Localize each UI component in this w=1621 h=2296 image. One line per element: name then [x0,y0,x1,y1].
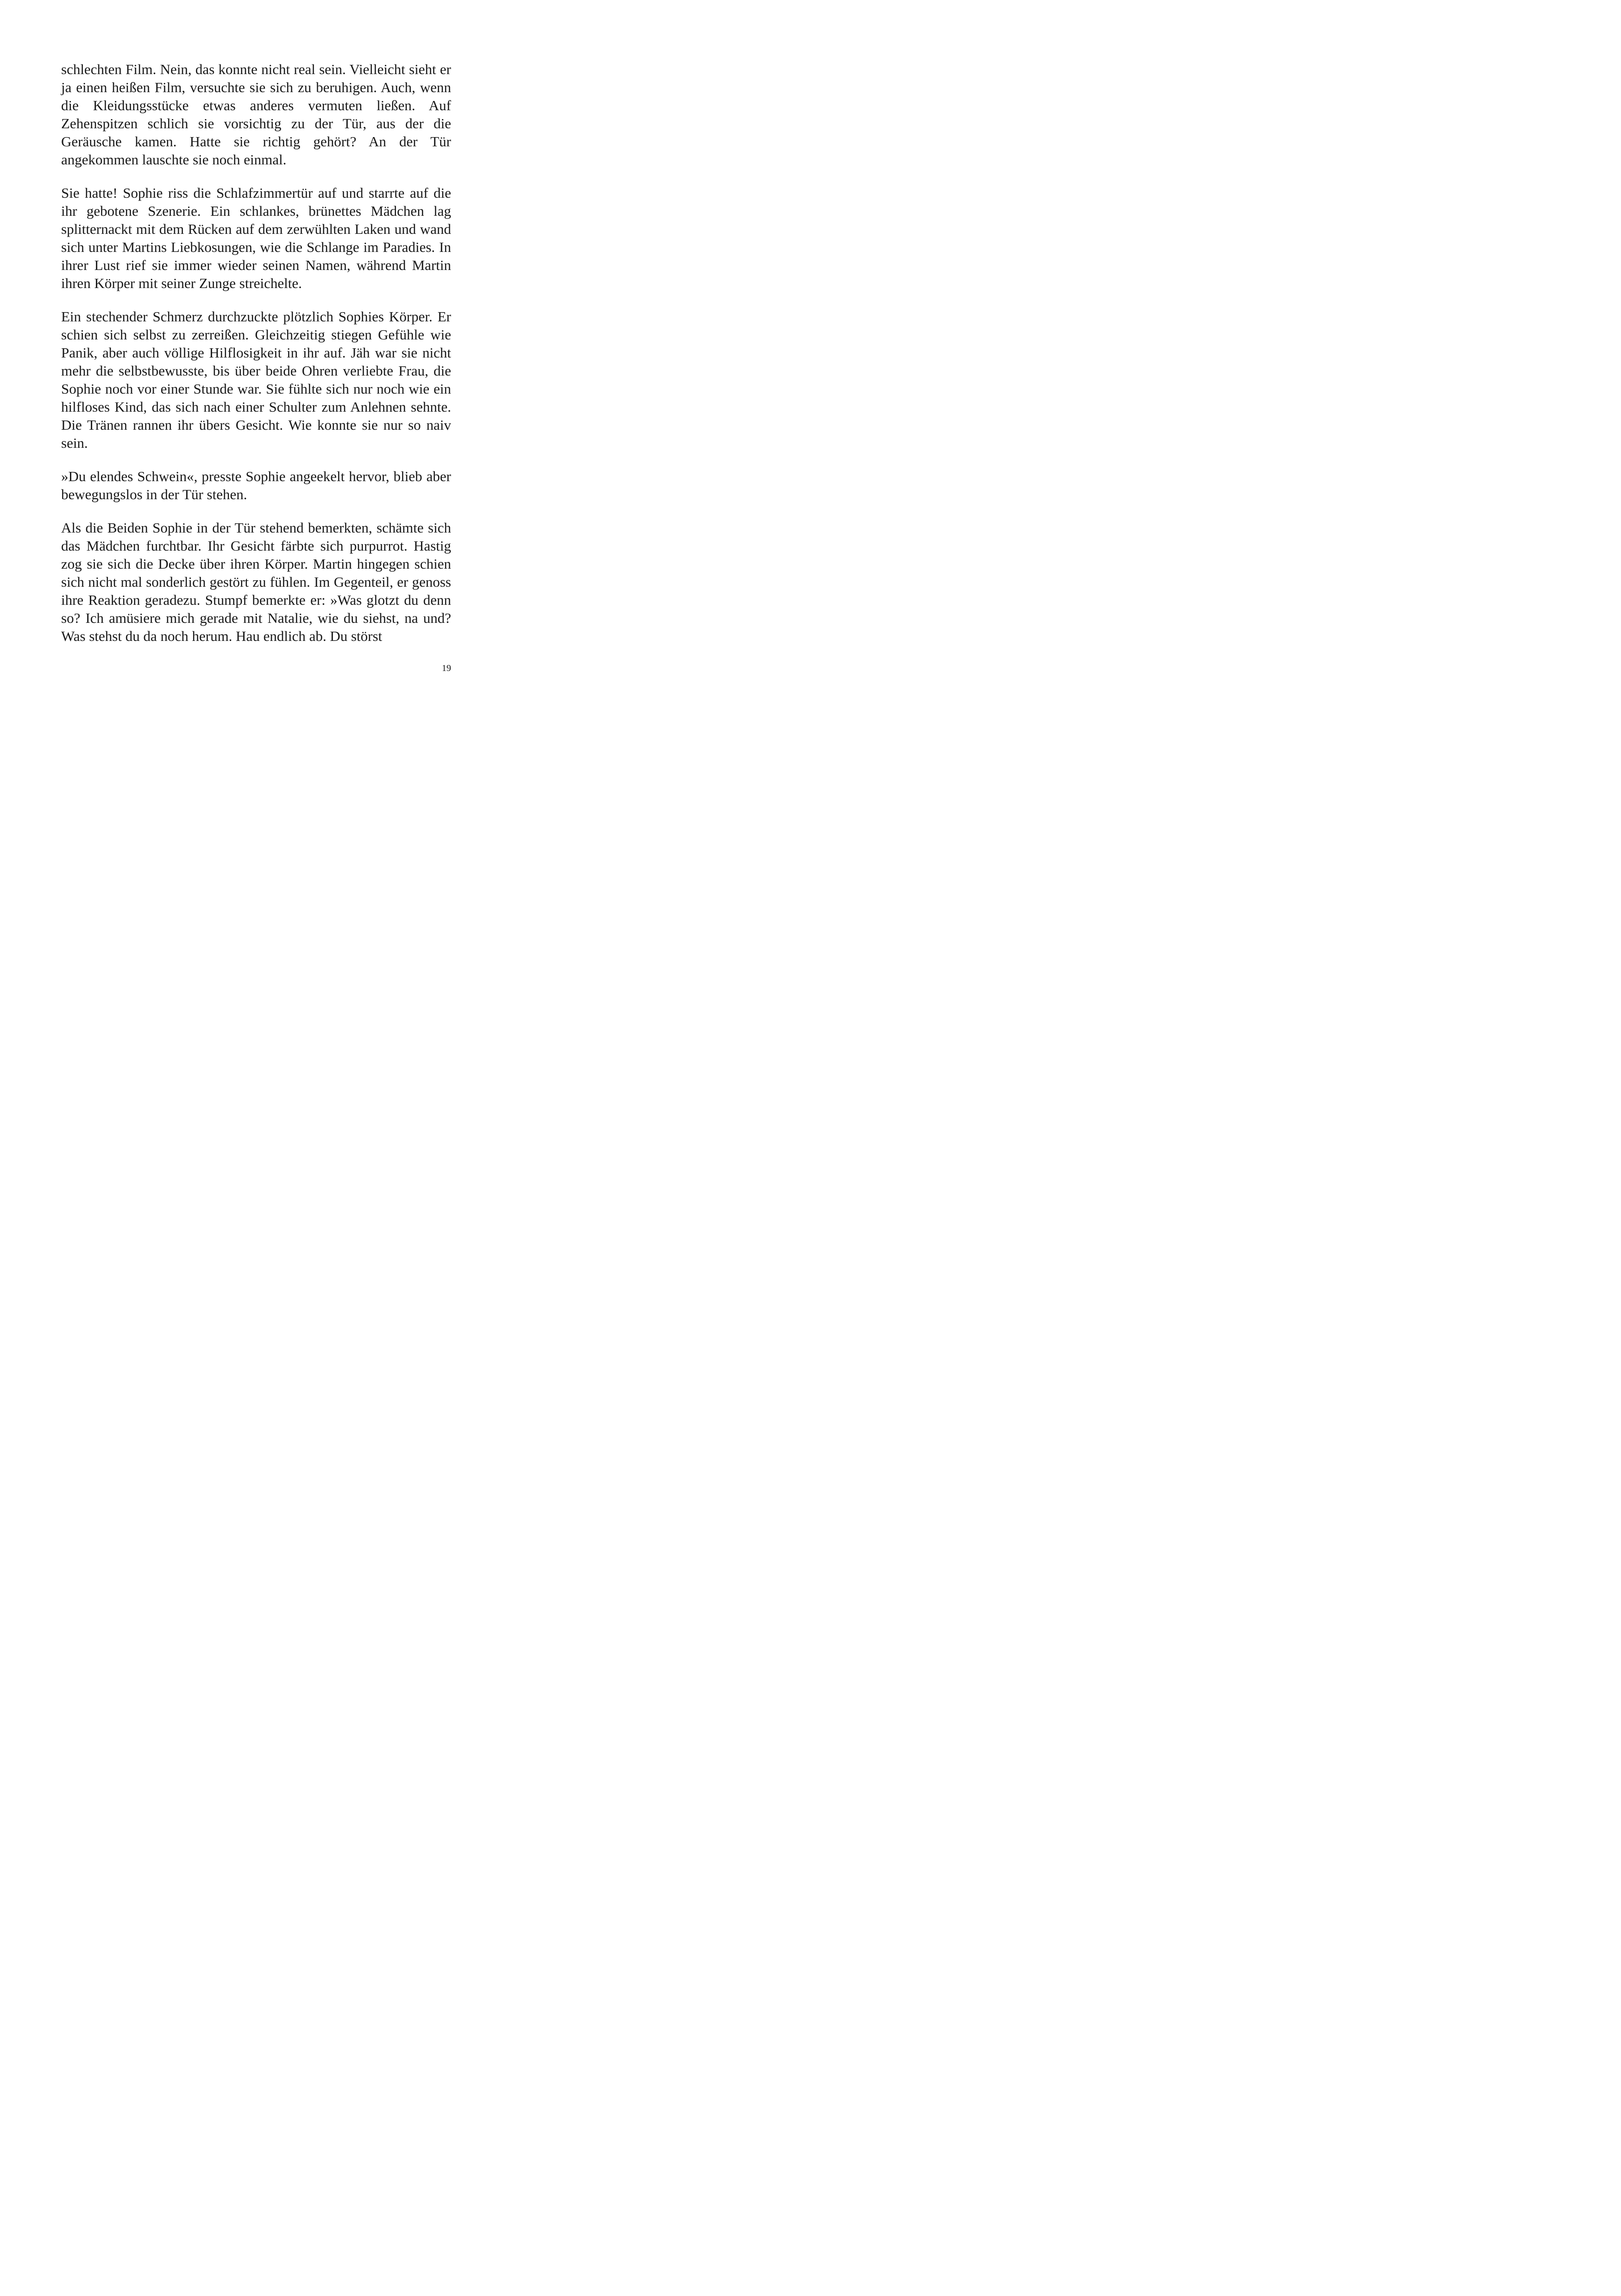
paragraph-3: Ein stechender Schmerz durchzuckte plötzlich Sophies Körper. Er schien sich selbst zu zerreißen. Gleichzeitig stiegen Gefühle wie Panik, aber auch völlige Hilflosigkeit in ihr auf. Jäh war sie nicht mehr die selbstbewusste, bis über beide Ohren verliebte Frau, die Sophie noch vor einer Stunde war. Sie fühlte sich nur noch wie ein hilfloses Kind, das sich nach einer Schulter zum Anlehnen sehnte. Die Tränen rannen ihr übers Gesicht. Wie konnte sie nur so naiv sein. [61,308,451,451]
paragraph-4: »Du elendes Schwein«, presste Sophie angeekelt hervor, blieb aber bewegungslos in der Tür stehen. [61,468,451,502]
paragraph-2: Sie hatte! Sophie riss die Schlafzimmertür auf und starrte auf die ihr gebotene Szenerie. Ein schlankes, brünettes Mädchen lag splitternackt mit dem Rücken auf dem zerwühlten Laken und wand sich unter Martins Liebkosungen, wie die Schlange im Paradies. In ihrer Lust rief sie immer wieder seinen Namen, während Martin ihren Körper mit seiner Zunge streichelte. [61,185,451,291]
paragraph-5: Als die Beiden Sophie in der Tür stehend bemerkten, schämte sich das Mädchen furchtbar. Ihr Gesicht färbte sich purpurrot. Hastig zog sie sich die Decke über ihren Körper. Martin hingegen schien sich nicht mal sonderlich gestört zu fühlen. Im Gegenteil, er genoss ihre Reaktion geradezu. Stumpf bemerkte er: »Was glotzt du denn so? Ich amüsiere mich gerade mit Natalie, wie du siehst, na und? Was stehst du da noch herum. Hau endlich ab. Du störst [61,520,451,644]
page-number: 19 [442,663,451,673]
paragraph-1: schlechten Film. Nein, das konnte nicht real sein. Vielleicht sieht er ja einen heißen Film, versuchte sie sich zu beruhigen. Auch, wenn die Kleidungsstücke etwas anderes vermuten ließen. Auf Zehenspitzen schlich sie vorsichtig zu der Tür, aus der die Geräusche kamen. Hatte sie richtig gehört? An der Tür angekommen lauschte sie noch einmal. [61,61,451,168]
body-text [61,60,451,645]
book-page [0,0,509,721]
